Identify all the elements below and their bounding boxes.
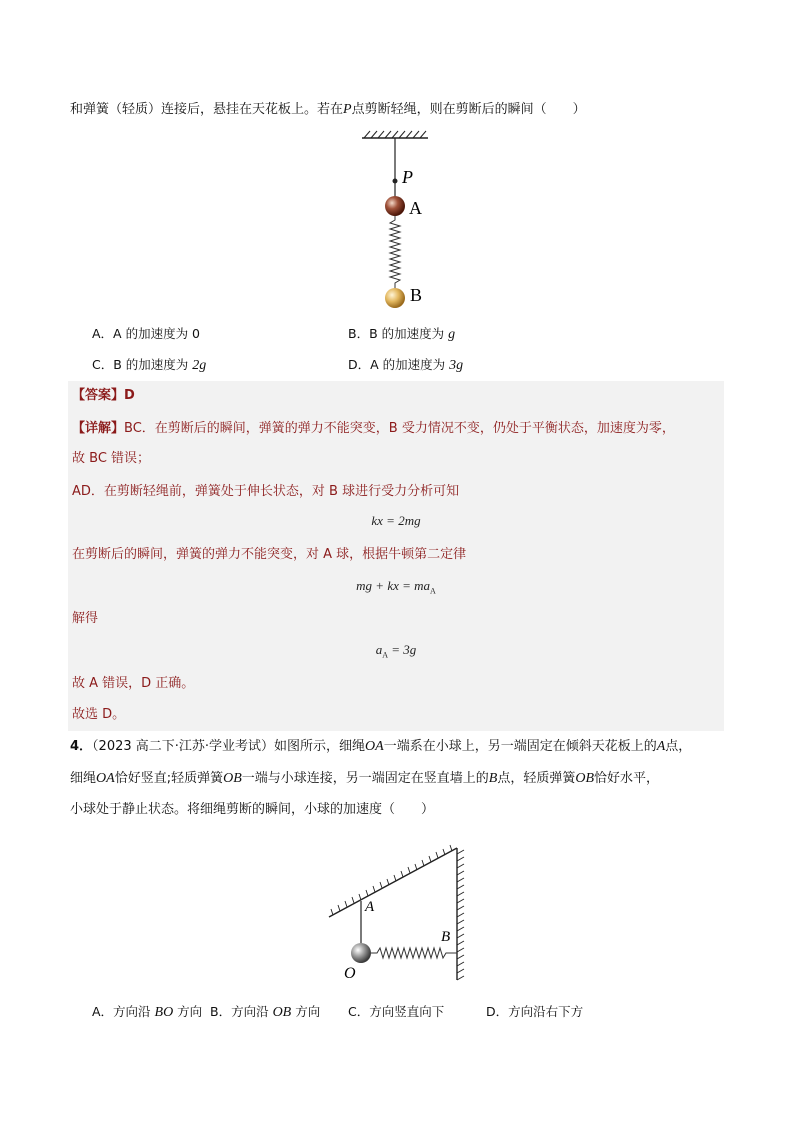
detail-line-2: 故 BC 错误； [72, 451, 151, 466]
spring-ob [371, 948, 457, 958]
q4-option-a[interactable]: A．方向沿 BO 方向 [92, 1004, 203, 1020]
q4-option-d[interactable]: D．方向沿右下方 [486, 1004, 584, 1019]
q4-line-3: 小球处于静止状态。将细绳剪断的瞬间，小球的加速度（ ） [70, 802, 435, 817]
q3-option-a[interactable]: A．A 的加速度为 0 [92, 326, 201, 341]
label-o: O [344, 965, 356, 982]
label-b: B [441, 929, 451, 945]
q3-option-b[interactable]: B．B 的加速度为 g [348, 326, 456, 342]
answer-line: 【答案】D [72, 388, 135, 403]
conclusion-2: 故选 D。 [72, 707, 126, 722]
label-b: B [410, 285, 423, 305]
formula-1: kx = 2mg [371, 513, 421, 528]
q4-option-c[interactable]: C．方向竖直向下 [348, 1004, 445, 1019]
q3-figure [350, 128, 450, 314]
vertical-wall [457, 848, 464, 980]
ball-b [385, 288, 405, 308]
formula-2: mg + kx = $ma_A$ [356, 578, 436, 596]
q4-figure [325, 840, 475, 985]
conclusion-1: 故 A 错误，D 正确。 [72, 676, 195, 691]
q3-option-c[interactable]: C．B 的加速度为 2g [92, 357, 207, 373]
q3-intro: 和弹簧（轻质）连接后，悬挂在天花板上。若在P点剪断轻绳，则在剪断后的瞬间（ ） [70, 102, 586, 117]
q4-option-b[interactable]: B．方向沿 OB 方向 [210, 1004, 321, 1020]
label-a: A [409, 198, 422, 218]
ball-o [351, 943, 371, 963]
label-p: P [402, 167, 413, 187]
inclined-ceiling [329, 845, 457, 917]
detail-line-3: AD．在剪断轻绳前，弹簧处于伸长状态，对 B 球进行受力分析可知 [72, 484, 460, 499]
q4-line-1: 4．（2023 高二下·江苏·学业考试）如图所示，细绳OA一端系在小球上，另一端固定在倾斜天花板上的A点， [70, 739, 692, 754]
formula-3: $a_A = 3g$ [375, 642, 417, 660]
detail-line-1: 【详解】BC．在剪断后的瞬间，弹簧的弹力不能突变，B 受力情况不变，仍处于平衡状态，加速度为零， [72, 421, 675, 436]
label-a: A [365, 899, 375, 915]
ball-a [385, 196, 405, 216]
ceiling [362, 131, 428, 138]
detail-line-4: 在剪断后的瞬间，弹簧的弹力不能突变，对 A 球，根据牛顿第二定律 [72, 547, 467, 562]
point-p [393, 179, 398, 184]
q4-line-2: 细绳OA恰好竖直;轻质弹簧OB一端与小球连接，另一端固定在竖直墙上的B点，轻质弹簧OB恰好水平， [70, 771, 660, 786]
q3-option-d[interactable]: D．A 的加速度为 3g [348, 357, 464, 373]
spring [390, 216, 400, 288]
detail-line-5: 解得 [72, 611, 99, 626]
